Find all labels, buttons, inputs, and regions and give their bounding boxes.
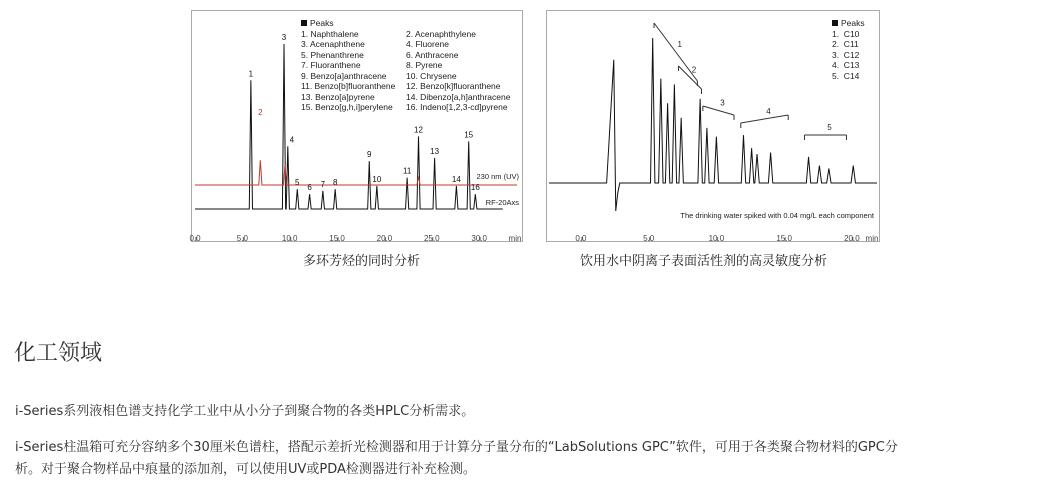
legend-grid	[301, 29, 526, 113]
group-label: 3	[720, 98, 725, 108]
group-label: 5	[827, 123, 832, 132]
surfactant-chromatogram	[546, 10, 880, 242]
legend-title: Peaks	[310, 18, 334, 28]
peak-label: 14	[451, 174, 461, 184]
peak-label: 12	[414, 125, 423, 135]
group-label: 1	[677, 40, 682, 49]
detail-paragraph	[15, 437, 1055, 481]
x-tick-label: 20.0	[376, 234, 393, 243]
x-tick-label: 5.0	[236, 234, 248, 243]
surfactant-legend	[832, 18, 865, 81]
legend-square-icon	[301, 20, 307, 26]
peak-label: 8	[332, 178, 338, 188]
legend-entry: 5. Phenanthrene	[301, 49, 364, 60]
group-label: 2	[691, 65, 697, 75]
x-tick-label: 20.0	[844, 234, 860, 243]
legend-entry: 5. C14	[832, 70, 860, 81]
legend-entry: 7. Fluoranthene	[301, 60, 361, 70]
legend-list	[832, 29, 865, 82]
legend-entry: 14. Dibenzo[a,h]anthracene	[406, 91, 511, 102]
peak-label: 4	[289, 135, 295, 145]
peak-label: 11	[402, 166, 412, 176]
legend-entry: 1. C10	[832, 28, 860, 39]
peak-label: 7	[320, 179, 326, 189]
legend-title: Peaks	[841, 18, 865, 28]
pah-x-axis-labels	[191, 232, 523, 246]
x-tick-label: 10.0	[281, 234, 298, 243]
x-tick-label: 30.0	[471, 234, 487, 243]
peak-label: 13	[430, 146, 440, 156]
x-tick-label: 15.0	[776, 234, 792, 243]
x-tick-label: 15.0	[329, 234, 345, 243]
x-tick-label: 5.0	[643, 234, 655, 243]
legend-entry: 3. C12	[832, 49, 860, 60]
legend-entry: 11. Benzo[b]fluoranthene	[301, 81, 396, 91]
legend-entry: 4. Fluorene	[406, 39, 449, 49]
group-label: 4	[766, 107, 771, 116]
group-bracket	[678, 66, 701, 89]
x-unit-label: min	[508, 234, 522, 243]
legend-entry: 2. C11	[832, 39, 859, 49]
surfactant-x-axis-labels	[546, 232, 880, 246]
detail-line-1: i-Series柱温箱可充分容纳多个30厘米色谱柱，搭配示差折光检测器和用于计算分子量分布的“LabSolutions GPC”软件，可用于各类聚合物材料的GPC分	[15, 440, 898, 455]
surfactant-caption: 饮用水中阴离子表面活性剂的高灵敏度分析	[580, 254, 828, 269]
pah-legend	[301, 18, 526, 113]
x-tick-label: 0.0	[189, 234, 201, 243]
peak-label: 3	[281, 33, 287, 42]
legend-entry: 13. Benzo[a]pyrene	[301, 91, 375, 102]
legend-entry: 16. Indeno[1,2,3-cd]pyrene	[406, 102, 508, 112]
group-bracket	[703, 106, 734, 115]
rf-trace-label: RF-20Axs	[485, 198, 519, 207]
peak-label: 9	[367, 150, 372, 160]
peak-label: 16	[470, 183, 480, 193]
x-unit-label: min	[865, 234, 879, 243]
legend-entry: 10. Chrysene	[406, 70, 457, 81]
surfactant-chromatogram-plot	[547, 11, 879, 241]
peak-label: 1	[248, 69, 254, 79]
legend-entry: 4. C13	[832, 60, 860, 70]
sample-note: The drinking water spiked with 0.04 mg/L each component	[680, 211, 874, 220]
intro-paragraph: i-Series系列液相色谱支持化学工业中从小分子到聚合物的各类HPLC分析需求。	[15, 404, 475, 419]
group-bracket	[741, 115, 788, 123]
pah-caption: 多环芳烃的同时分析	[303, 254, 421, 269]
detail-line-2: 析。对于聚合物样品中痕量的添加剂，可以使用UV或PDA检测器进行补充检测。	[15, 462, 476, 477]
uv-trace-label: 230 nm (UV)	[476, 172, 519, 181]
legend-entry: 1. Naphthalene	[301, 28, 359, 39]
section-title: 化工领域	[14, 341, 103, 366]
x-tick-label: 10.0	[708, 234, 725, 243]
pah-chromatogram	[191, 10, 523, 242]
peak-label: 2	[258, 108, 263, 117]
x-tick-label: 25.0	[423, 234, 440, 243]
legend-entry: 6. Anthracene	[406, 49, 459, 60]
peak-label: 10	[372, 174, 382, 184]
legend-entry: 8. Pyrene	[406, 60, 443, 70]
peak-label: 15	[464, 130, 474, 140]
legend-entry: 15. Benzo[g,h,i]perylene	[301, 102, 393, 112]
legend-entry: 2. Acenaphthylene	[406, 28, 476, 39]
legend-entry: 3. Acenaphthene	[301, 39, 365, 49]
peak-label: 5	[295, 178, 300, 188]
legend-entry: 12. Benzo[k]fluoranthene	[406, 81, 501, 91]
peak-label: 6	[307, 183, 312, 193]
legend-square-icon	[832, 20, 838, 26]
legend-entry: 9. Benzo[a]anthracene	[301, 70, 387, 81]
x-tick-label: 0.0	[575, 234, 587, 243]
